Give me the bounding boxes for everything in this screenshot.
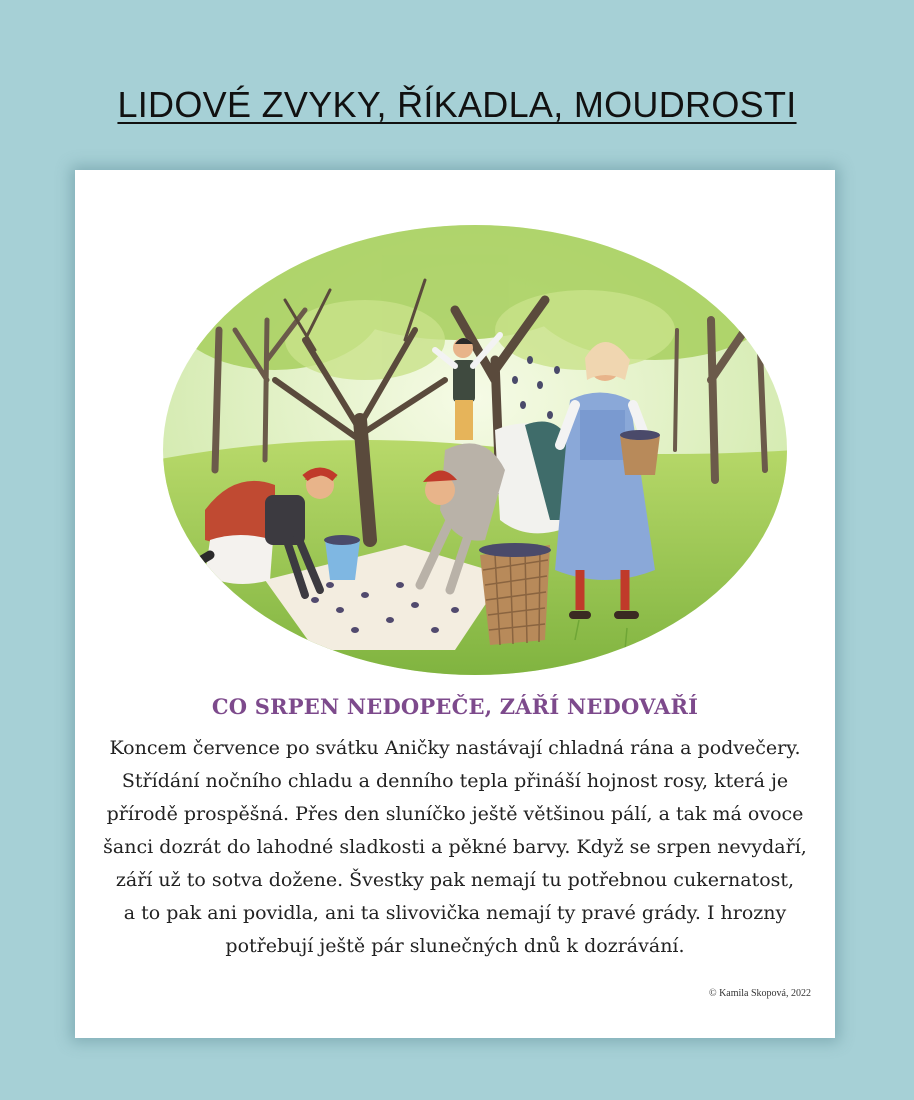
article-line: září už to sotva dožene. Švestky pak nemají tu potřebnou cukernatost, — [115, 869, 795, 891]
article-line: potřebují ještě pár slunečných dnů k dozrávání. — [225, 935, 685, 957]
article-body — [93, 732, 817, 963]
article-line: Střídání nočního chladu a denního tepla přináší hojnost rosy, která je — [121, 770, 789, 792]
copyright-notice: © Kamila Skopová, 2022 — [708, 988, 811, 999]
article-title: CO SRPEN NEDOPEČE, ZÁŘÍ NEDOVAŘÍ — [211, 694, 699, 719]
article-line: šanci dozrát do lahodné sladkosti a pěkné barvy. Když se srpen nevydaří, — [103, 836, 807, 858]
article-line: a to pak ani povidla, ani ta slivovička nemají ty pravé grády. I hrozny — [123, 902, 787, 924]
article-line: přírodě prospěšná. Přes den sluníčko ještě většinou pálí, a tak má ovoce — [106, 803, 804, 825]
page-heading-text: LIDOVÉ ZVYKY, ŘÍKADLA, MOUDROSTI — [117, 84, 797, 125]
plum-harvest-illustration — [155, 210, 795, 680]
page-heading — [0, 84, 914, 126]
article-card — [75, 170, 835, 1038]
article-line: Koncem července po svátku Aničky nastávají chladná rána a podvečery. — [109, 737, 801, 759]
